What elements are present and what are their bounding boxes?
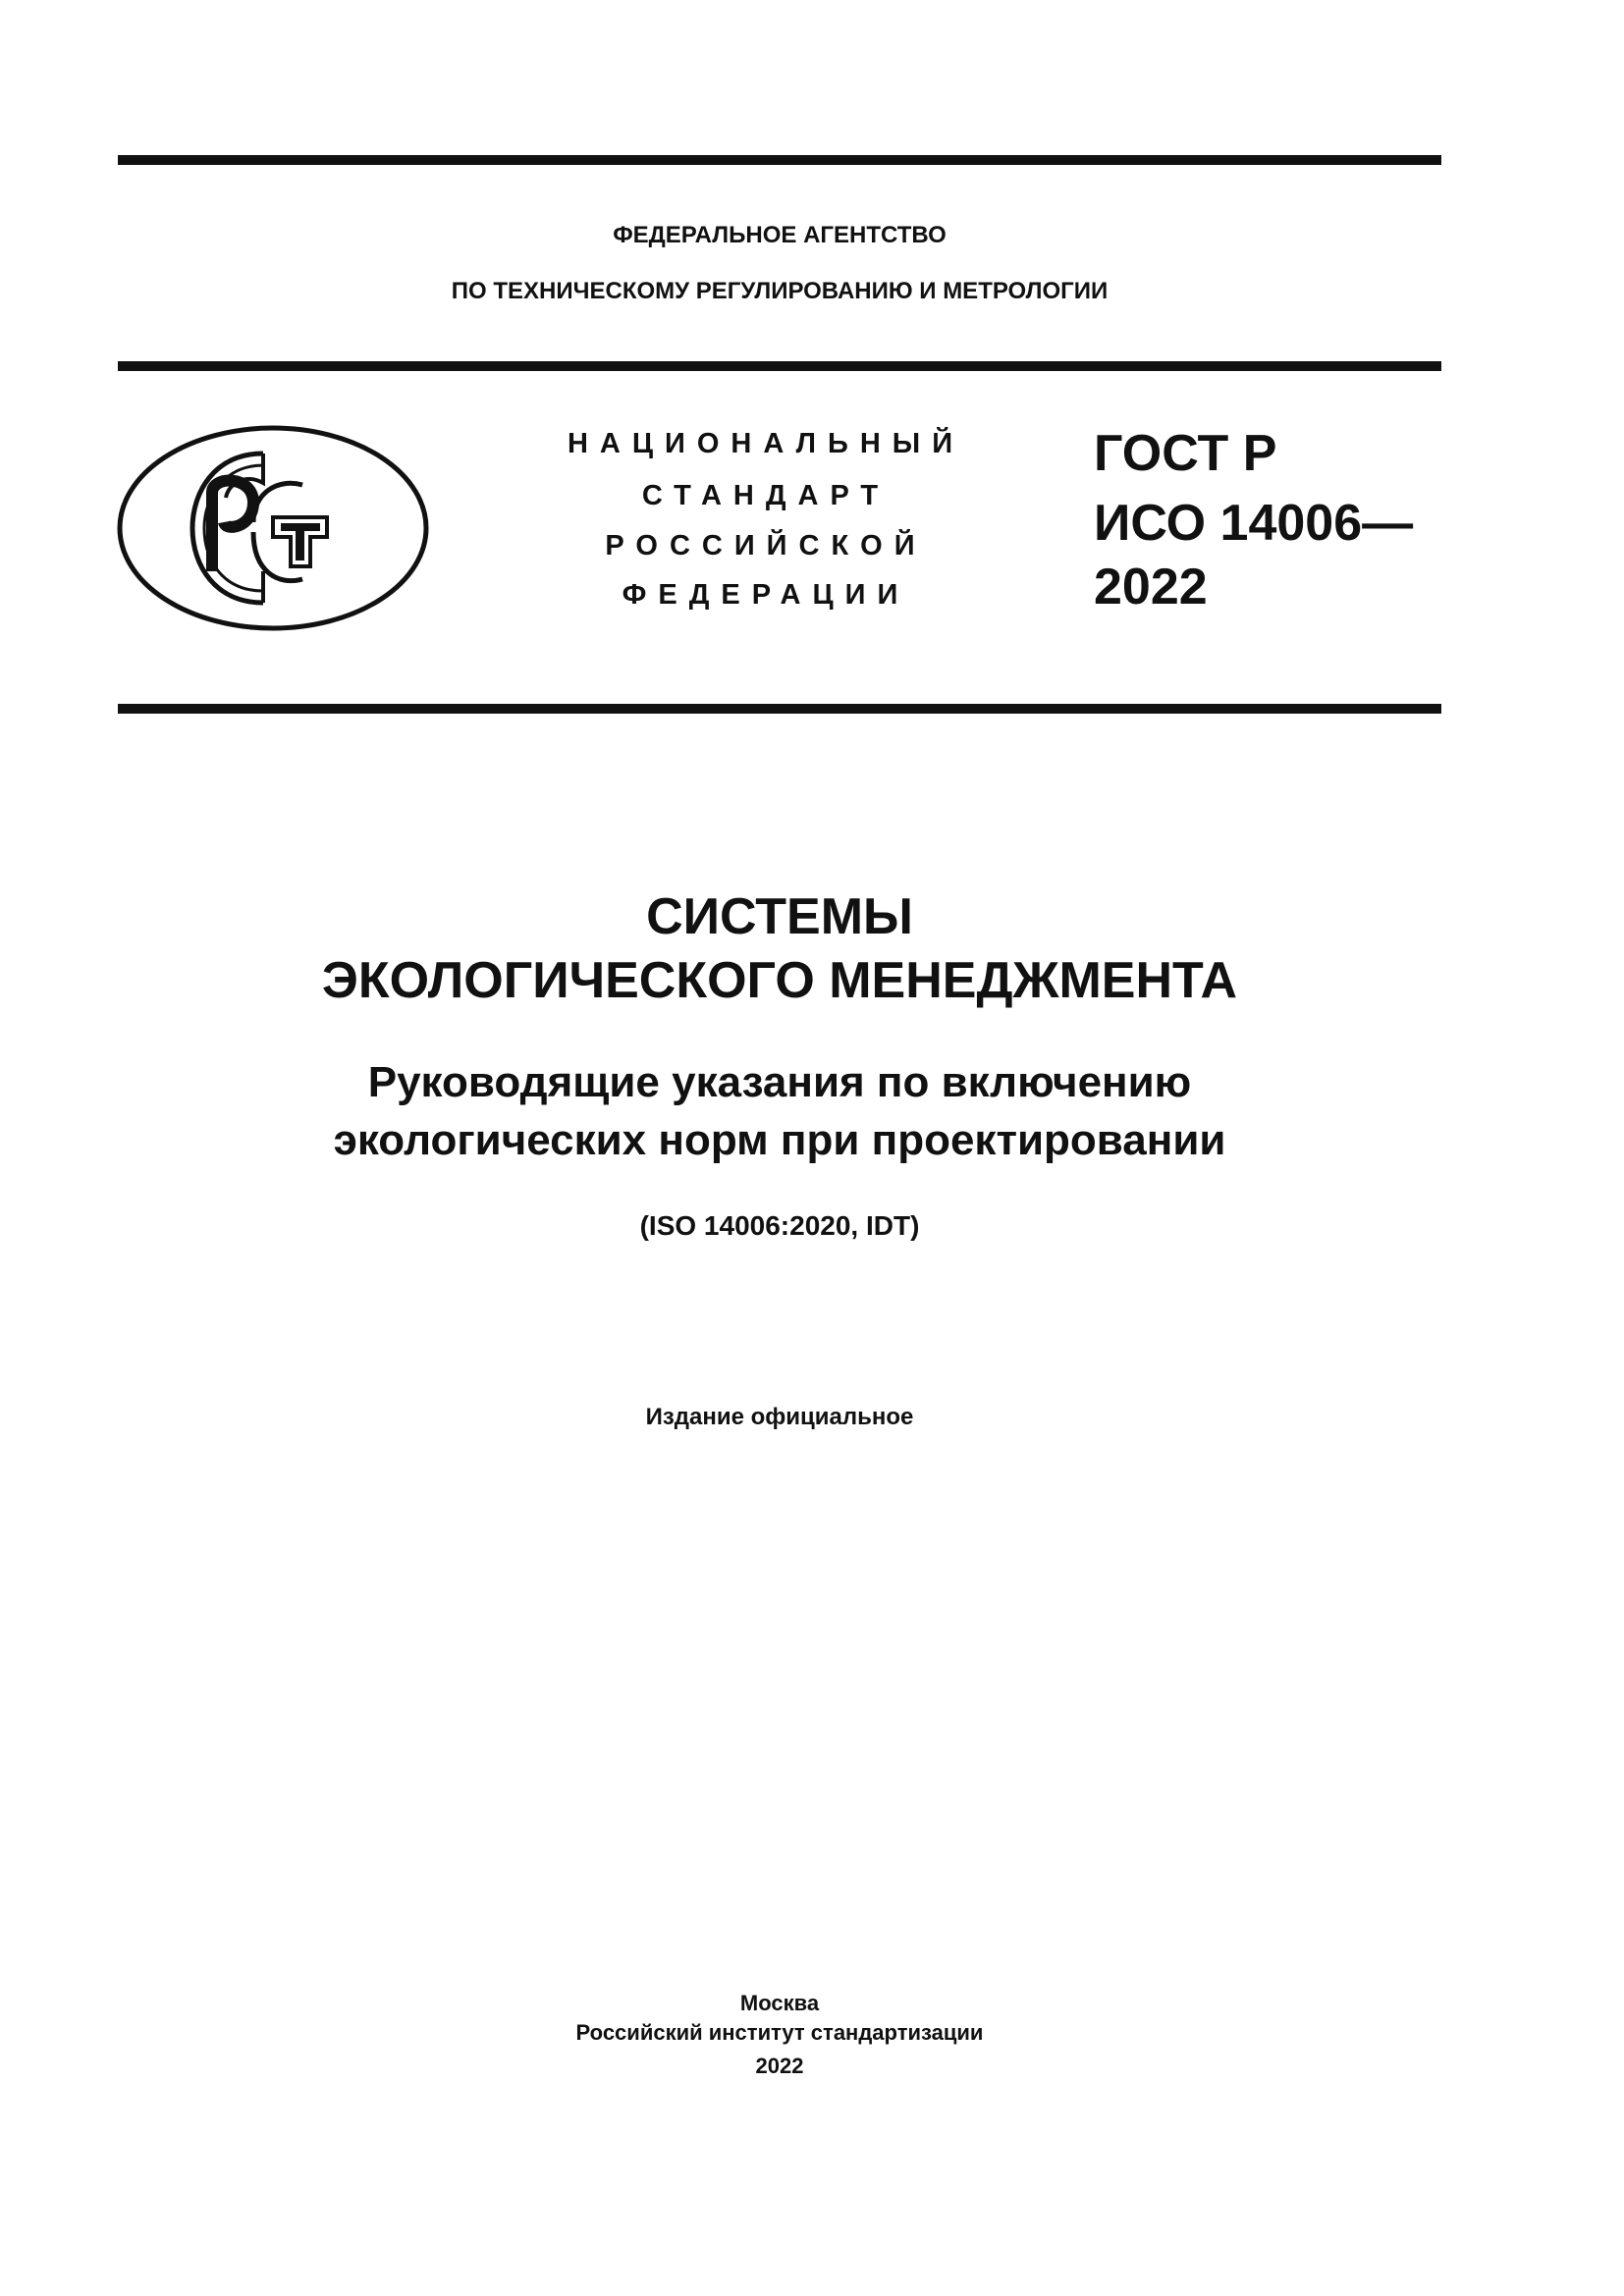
designation-line-2: ИСО 14006— (1094, 495, 1414, 552)
agency-line-1: ФЕДЕРАЛЬНОЕ АГЕНТСТВО (613, 222, 947, 248)
national-standard-line-2: СТАНДАРТ (641, 480, 891, 511)
subtitle-line-2: экологических норм при проектировании (333, 1116, 1226, 1164)
footer-year: 2022 (755, 2054, 804, 2078)
national-standard-line-4: ФЕДЕРАЦИИ (622, 579, 910, 611)
top-rule (118, 155, 1441, 165)
national-standard-line-3: РОССИЙСКОЙ (605, 530, 927, 561)
national-standard-line-1: НАЦИОНАЛЬНЫЙ (567, 428, 965, 459)
footer-publisher: Российский институт стандартизации (575, 2020, 984, 2045)
agency-line-2: ПО ТЕХНИЧЕСКОМУ РЕГУЛИРОВАНИЮ И МЕТРОЛОГИИ (451, 278, 1109, 304)
designation-rule (118, 704, 1441, 714)
subtitle-line-1: Руководящие указания по включению (367, 1058, 1192, 1106)
footer-city: Москва (739, 1991, 820, 2015)
iso-reference: (ISO 14006:2020, IDT) (639, 1210, 920, 1241)
header-rule (118, 361, 1441, 371)
designation-line-1: ГОСТ Р (1094, 425, 1277, 482)
title-line-1: СИСТЕМЫ (646, 888, 913, 945)
title-line-2: ЭКОЛОГИЧЕСКОГО МЕНЕДЖМЕНТА (321, 952, 1238, 1009)
rst-logo-icon (116, 424, 430, 632)
designation-line-3: 2022 (1094, 559, 1208, 615)
edition-label: Издание официальное (645, 1404, 914, 1430)
